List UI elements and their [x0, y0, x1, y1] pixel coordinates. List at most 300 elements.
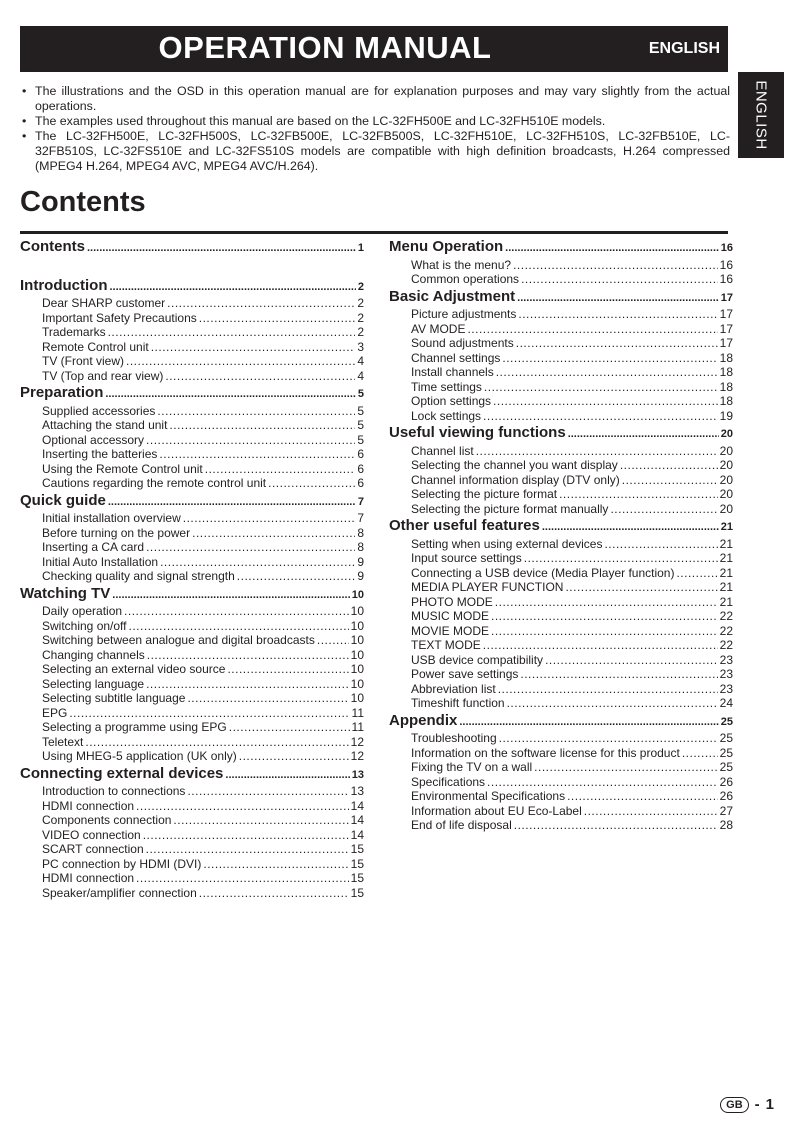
- manual-title: OPERATION MANUAL: [158, 30, 492, 65]
- toc-entry-page: 18: [719, 350, 733, 365]
- toc-entry[interactable]: [389, 307, 733, 322]
- toc-entry[interactable]: [389, 322, 733, 337]
- toc-entry-title: Cautions regarding the remote control unit: [42, 476, 267, 490]
- toc-entry[interactable]: [389, 789, 733, 804]
- toc-entry-title: Using the Remote Control unit: [42, 461, 203, 476]
- toc-entry-title: What is the menu?: [411, 257, 512, 272]
- dot-leader: [517, 290, 719, 308]
- toc-section-page: 13: [351, 768, 364, 781]
- toc-entry-title: Important Safety Precautions: [42, 310, 197, 325]
- toc-entry[interactable]: [389, 394, 733, 409]
- toc-section-page: 21: [720, 521, 733, 533]
- toc-entry-title: Picture adjustments: [411, 307, 517, 321]
- dot-leader: [159, 447, 355, 462]
- toc-entry-page: 14: [350, 813, 364, 827]
- toc-entry-page: 15: [350, 885, 364, 900]
- toc-entry-title: Initial Auto Installation: [42, 554, 159, 569]
- toc-entry-title: Abbreviation list: [411, 681, 496, 696]
- toc-section[interactable]: [20, 492, 364, 512]
- dot-leader: [524, 551, 718, 566]
- toc-entry-title: Selecting a programme using EPG: [42, 720, 227, 734]
- toc-section[interactable]: [20, 765, 364, 785]
- toc-entry[interactable]: [20, 325, 364, 340]
- toc-entry[interactable]: [389, 258, 733, 273]
- toc-entry[interactable]: [20, 526, 364, 541]
- toc-entry[interactable]: [389, 487, 733, 502]
- toc-entry-page: 23: [719, 667, 733, 681]
- toc-entry[interactable]: [389, 580, 733, 595]
- note-item: • The illustrations and the OSD in this operation manual are for explanation purposes and may vary slightly from the actual operations.: [20, 84, 730, 114]
- dot-leader: [105, 386, 356, 404]
- dot-leader: [143, 828, 349, 843]
- dot-leader: [187, 691, 348, 706]
- toc-entry[interactable]: [389, 731, 733, 746]
- toc-entry-title: PHOTO MODE: [411, 594, 493, 609]
- toc-entry[interactable]: [389, 746, 733, 761]
- toc-entry[interactable]: [20, 648, 364, 663]
- toc-entry-title: Troubleshooting: [411, 731, 497, 745]
- toc-section-page: 10: [351, 588, 364, 601]
- toc-entry-title: HDMI connection: [42, 798, 135, 813]
- dot-leader: [136, 799, 349, 814]
- toc-entry-title: Channel settings: [411, 350, 501, 365]
- toc-entry-page: 5: [357, 432, 364, 447]
- toc-entry-page: 20: [719, 501, 733, 516]
- manual-header: [20, 26, 728, 72]
- toc-entry-page: 10: [350, 647, 364, 662]
- dot-leader: [173, 813, 348, 828]
- toc-entry[interactable]: [20, 799, 364, 814]
- toc-entry-page: 21: [719, 551, 733, 565]
- toc-entry-page: 10: [350, 618, 364, 633]
- toc-section-title: Quick guide: [20, 491, 106, 509]
- toc-entry-page: 20: [719, 443, 733, 458]
- note-item: • The examples used throughout this manual are based on the LC-32FH500E and LC-32FH510E models.: [20, 114, 730, 129]
- toc-entry[interactable]: [20, 886, 364, 901]
- dot-leader: [69, 706, 349, 721]
- toc-entry-title: Speaker/amplifier connection: [42, 885, 197, 900]
- toc-entry-title: Attaching the stand unit: [42, 418, 168, 432]
- toc-entry[interactable]: [389, 409, 733, 424]
- toc-entry-title: Components connection: [42, 813, 172, 827]
- toc-entry-title: Supplied accessories: [42, 403, 156, 418]
- dot-leader: [521, 272, 718, 287]
- toc-entry[interactable]: [389, 351, 733, 366]
- toc-entry-page: 18: [719, 379, 733, 394]
- toc-entry[interactable]: [389, 818, 733, 833]
- toc-entry[interactable]: [389, 624, 733, 639]
- toc-section-title: Contents: [20, 238, 85, 255]
- toc-section-page: 20: [720, 428, 733, 440]
- toc-entry-page: 20: [719, 472, 733, 487]
- toc-section-title: Appendix: [389, 711, 458, 729]
- dot-leader: [237, 569, 356, 584]
- dot-leader: [513, 258, 718, 273]
- dot-leader: [534, 760, 717, 775]
- toc-entry-page: 4: [357, 354, 364, 368]
- toc-entry[interactable]: [20, 677, 364, 692]
- dot-leader: [227, 662, 348, 677]
- toc-entry[interactable]: [389, 458, 733, 473]
- toc-entry-title: Selecting an external video source: [42, 662, 226, 676]
- dot-leader: [567, 789, 718, 804]
- toc-entry[interactable]: [20, 784, 364, 799]
- toc-entry-page: 27: [719, 803, 733, 818]
- toc-entry-page: 10: [350, 676, 364, 691]
- dot-leader: [136, 871, 349, 886]
- dot-leader: [459, 714, 718, 732]
- toc-entry-title: Fixing the TV on a wall: [411, 760, 533, 774]
- toc-section-page: 17: [720, 291, 733, 304]
- toc-entry-page: 25: [719, 731, 733, 745]
- toc-entry-page: 12: [350, 749, 364, 763]
- toc-entry-title: Lock settings: [411, 408, 482, 423]
- toc-entry[interactable]: [20, 735, 364, 750]
- dot-leader: [516, 336, 718, 351]
- toc-entry[interactable]: [20, 706, 364, 721]
- language-side-tab: [738, 72, 784, 158]
- dot-leader: [146, 540, 355, 555]
- header-language: ENGLISH: [648, 40, 720, 57]
- toc-entry-page: 14: [350, 798, 364, 813]
- toc-section-title: Other useful features: [389, 517, 540, 534]
- toc-entry[interactable]: [389, 804, 733, 819]
- dot-leader: [604, 537, 717, 552]
- toc-entry-page: 15: [350, 856, 364, 871]
- toc-section[interactable]: [20, 238, 364, 258]
- toc-entry-title: EPG: [42, 705, 68, 720]
- dot-leader: [496, 365, 718, 380]
- toc-entry-page: 25: [719, 760, 733, 774]
- toc-section-title: Basic Adjustment: [389, 287, 516, 305]
- toc-entry-title: PC connection by HDMI (DVI): [42, 856, 202, 871]
- toc-entry[interactable]: [389, 473, 733, 488]
- toc-entry-title: Setting when using external devices: [411, 536, 603, 551]
- toc-entry[interactable]: [20, 418, 364, 433]
- toc-section-title: Watching TV: [20, 584, 111, 602]
- note-item: • The LC-32FH500E, LC-32FH500S, LC-32FB500E, LC-32FB500S, LC-32FH510E, LC-32FH510S, LC-32FB510E, LC-32FB510S, LC-32FS510E and LC-32FS510S models are compatible with high definition broadcasts, H.264 compressed (MPEG4 H.264, MPEG4 AVC, MPEG4 AVC/H.264).: [20, 129, 730, 174]
- toc-entry-title: TV (Top and rear view): [42, 368, 164, 383]
- dot-leader: [568, 426, 719, 444]
- toc-entry-page: 6: [357, 461, 364, 476]
- toc-entry-page: 4: [357, 368, 364, 383]
- page-footer: [720, 1096, 774, 1113]
- dot-leader: [559, 487, 718, 502]
- toc-section-page: 2: [357, 280, 364, 293]
- dot-leader: [268, 476, 355, 491]
- toc-entry-title: MUSIC MODE: [411, 609, 489, 623]
- toc-entry[interactable]: [20, 604, 364, 619]
- toc-entry-page: 22: [719, 623, 733, 638]
- toc-entry-title: Channel list: [411, 443, 474, 458]
- dot-leader: [112, 587, 349, 605]
- toc-entry-page: 5: [357, 403, 364, 418]
- toc-entry[interactable]: [20, 871, 364, 886]
- toc-entry-page: 16: [719, 272, 733, 286]
- toc-entry-title: Inserting a CA card: [42, 540, 145, 554]
- toc-entry-title: Install channels: [411, 365, 494, 379]
- toc-entry-title: Switching on/off: [42, 618, 127, 633]
- toc-entry-title: Selecting subtitle language: [42, 691, 186, 705]
- toc-entry-title: TEXT MODE: [411, 638, 481, 652]
- toc-entry-page: 11: [351, 705, 364, 720]
- toc-entry[interactable]: [20, 749, 364, 764]
- toc-entry-title: Timeshift function: [411, 696, 505, 710]
- dot-leader: [493, 394, 718, 409]
- dot-leader: [498, 682, 718, 697]
- toc-entry-page: 24: [719, 696, 733, 710]
- toc-entry-title: Time settings: [411, 379, 482, 394]
- toc-entry-page: 21: [719, 580, 733, 594]
- toc-section-title: Preparation: [20, 384, 104, 401]
- toc-section[interactable]: [389, 712, 733, 732]
- toc-entry[interactable]: [389, 760, 733, 775]
- toc-entry-title: Teletext: [42, 734, 84, 749]
- dot-leader: [147, 648, 349, 663]
- dot-leader: [487, 775, 718, 790]
- toc-entry-page: 7: [357, 511, 364, 525]
- dot-leader: [129, 619, 349, 634]
- dot-leader: [483, 638, 718, 653]
- toc-entry-page: 9: [357, 554, 364, 569]
- toc-entry[interactable]: [20, 555, 364, 570]
- toc-entry[interactable]: [20, 354, 364, 369]
- dot-leader: [146, 433, 355, 448]
- toc-entry[interactable]: [389, 444, 733, 459]
- toc-entry[interactable]: [389, 380, 733, 395]
- toc-entry[interactable]: [20, 433, 364, 448]
- toc-entry[interactable]: [389, 537, 733, 552]
- toc-entry-page: 17: [719, 307, 733, 321]
- toc-entry-title: Trademarks: [42, 325, 106, 339]
- toc-entry-page: 5: [357, 418, 364, 432]
- toc-entry-title: End of life disposal: [411, 818, 512, 832]
- dot-leader: [317, 633, 349, 648]
- toc-entry[interactable]: [389, 595, 733, 610]
- toc-entry[interactable]: [389, 336, 733, 351]
- dot-leader: [520, 667, 717, 682]
- toc-entry[interactable]: [20, 857, 364, 872]
- toc-entry-title: Channel information display (DTV only): [411, 472, 620, 487]
- toc-entry-title: Initial installation overview: [42, 511, 181, 525]
- toc-entry-page: 3: [357, 339, 364, 354]
- toc-entry[interactable]: [20, 404, 364, 419]
- dot-leader: [610, 502, 717, 517]
- dot-leader: [199, 886, 349, 901]
- dot-leader: [183, 511, 356, 526]
- toc-entry[interactable]: [20, 447, 364, 462]
- toc-entry-page: 20: [719, 458, 733, 472]
- toc-entry[interactable]: [20, 462, 364, 477]
- dot-leader: [167, 296, 355, 311]
- toc-entry-title: Selecting the picture format: [411, 487, 558, 501]
- toc-entry-title: HDMI connection: [42, 871, 135, 885]
- toc-entry-title: Selecting the picture format manually: [411, 501, 609, 516]
- dot-leader: [146, 842, 349, 857]
- dot-leader: [146, 677, 349, 692]
- toc-entry[interactable]: [20, 540, 364, 555]
- toc-entry[interactable]: [389, 502, 733, 517]
- toc-entry-title: Changing channels: [42, 647, 145, 662]
- toc-entry[interactable]: [389, 696, 733, 711]
- toc-entry[interactable]: [20, 842, 364, 857]
- toc-entry[interactable]: [20, 619, 364, 634]
- toc-section-title: Useful viewing functions: [389, 424, 566, 441]
- toc-entry-page: 6: [357, 476, 364, 490]
- dot-leader: [126, 354, 355, 369]
- dot-leader: [545, 653, 718, 668]
- toc-section-page: 1: [357, 242, 364, 254]
- toc-section[interactable]: [20, 277, 364, 297]
- toc-entry-title: USB device compatibility: [411, 652, 544, 667]
- dot-leader: [476, 444, 718, 459]
- toc-entry-title: TV (Front view): [42, 354, 125, 368]
- toc-section[interactable]: [389, 238, 733, 258]
- toc-entry[interactable]: [389, 682, 733, 697]
- dot-leader: [108, 325, 356, 340]
- toc-entry-page: 16: [719, 257, 733, 272]
- toc-entry[interactable]: [20, 511, 364, 526]
- toc-entry-page: 25: [719, 745, 733, 760]
- toc-entry-title: Before turning on the power: [42, 525, 191, 540]
- toc-entry-title: VIDEO connection: [42, 827, 141, 842]
- toc-entry[interactable]: [20, 828, 364, 843]
- toc-section-title: Menu Operation: [389, 238, 504, 255]
- toc-entry-page: 11: [351, 720, 364, 734]
- toc-entry-page: 10: [350, 633, 364, 647]
- toc-entry-page: 18: [719, 394, 733, 408]
- toc-entry[interactable]: [389, 667, 733, 682]
- toc-entry-page: 21: [719, 594, 733, 609]
- toc-entry[interactable]: [20, 296, 364, 311]
- toc-left-column: [20, 237, 364, 900]
- toc-entry-title: SCART connection: [42, 842, 144, 856]
- dot-leader: [187, 784, 348, 799]
- toc-entry[interactable]: [389, 566, 733, 581]
- dot-leader: [199, 311, 356, 326]
- dot-leader: [203, 857, 348, 872]
- toc-entry-title: Daily operation: [42, 604, 123, 618]
- toc-entry-title: Information on the software license for this product: [411, 745, 680, 760]
- toc-entry-title: Dear SHARP customer: [42, 296, 166, 310]
- toc-entry[interactable]: [389, 365, 733, 380]
- toc-entry-page: 23: [719, 652, 733, 667]
- dot-leader: [169, 418, 355, 433]
- toc-entry-title: AV MODE: [411, 321, 466, 336]
- toc-entry[interactable]: [20, 813, 364, 828]
- toc-entry-page: 10: [350, 662, 364, 676]
- toc-entry-page: 22: [719, 609, 733, 623]
- toc-entry[interactable]: [20, 369, 364, 384]
- toc-entry-page: 21: [719, 536, 733, 551]
- toc-section-title: Introduction: [20, 276, 108, 294]
- toc-entry-title: MEDIA PLAYER FUNCTION: [411, 580, 564, 594]
- dot-leader: [225, 767, 349, 785]
- toc-section[interactable]: [389, 517, 733, 537]
- toc-entry[interactable]: [389, 638, 733, 653]
- dot-leader: [151, 340, 356, 355]
- toc-entry-page: 8: [357, 525, 364, 540]
- section-gap: [20, 258, 364, 276]
- toc-entry-page: 26: [719, 774, 733, 789]
- toc-entry-page: 19: [719, 408, 733, 423]
- dot-leader: [109, 279, 355, 297]
- dot-leader: [507, 696, 718, 711]
- toc-section[interactable]: [20, 585, 364, 605]
- toc-entry-page: 26: [719, 789, 733, 803]
- toc-entry-title: Specifications: [411, 774, 486, 789]
- toc-entry[interactable]: [20, 691, 364, 706]
- dot-leader: [124, 604, 349, 619]
- toc-entry[interactable]: [20, 569, 364, 584]
- toc-entry-page: 9: [357, 569, 364, 583]
- dot-leader: [467, 322, 717, 337]
- toc-entry-page: 10: [350, 604, 364, 618]
- toc-entry[interactable]: [389, 609, 733, 624]
- toc-entry-page: 15: [350, 842, 364, 856]
- toc-entry[interactable]: [20, 633, 364, 648]
- toc-right-column: [389, 237, 733, 833]
- toc-entry-title: Information about EU Eco-Label: [411, 803, 582, 818]
- toc-section[interactable]: [389, 288, 733, 308]
- contents-heading: Contents: [20, 186, 146, 218]
- toc-entry[interactable]: [20, 662, 364, 677]
- heading-divider: [20, 231, 728, 234]
- toc-entry[interactable]: [20, 720, 364, 735]
- toc-entry-page: 2: [357, 325, 364, 339]
- toc-entry-page: 13: [350, 784, 364, 798]
- dot-leader: [205, 462, 356, 477]
- toc-entry[interactable]: [389, 551, 733, 566]
- toc-entry-title: Sound adjustments: [411, 336, 514, 350]
- dot-leader: [620, 458, 718, 473]
- toc-entry-page: 28: [719, 818, 733, 832]
- toc-entry-page: 23: [719, 681, 733, 696]
- toc-entry[interactable]: [389, 775, 733, 790]
- dot-leader: [160, 555, 355, 570]
- toc-entry[interactable]: [389, 272, 733, 287]
- dot-leader: [157, 404, 355, 419]
- toc-entry-title: Common operations: [411, 272, 520, 286]
- dot-leader: [165, 369, 355, 384]
- toc-entry-page: 6: [357, 447, 364, 461]
- toc-entry-title: Introduction to connections: [42, 784, 186, 798]
- dot-leader: [484, 380, 718, 395]
- toc-section-page: 7: [357, 495, 364, 508]
- toc-entry-title: Input source settings: [411, 551, 522, 565]
- dot-leader: [682, 746, 718, 761]
- toc-entry[interactable]: [20, 476, 364, 491]
- toc-section[interactable]: [389, 424, 733, 444]
- dot-leader: [502, 351, 717, 366]
- toc-entry-title: Inserting the batteries: [42, 447, 158, 461]
- toc-entry[interactable]: [20, 340, 364, 355]
- toc-entry-title: Using MHEG-5 application (UK only): [42, 749, 237, 763]
- toc-entry-title: Connecting a USB device (Media Player function): [411, 565, 675, 580]
- toc-entry[interactable]: [389, 653, 733, 668]
- dot-leader: [239, 749, 349, 764]
- toc-entry-page: 22: [719, 638, 733, 652]
- dot-leader: [622, 473, 718, 488]
- toc-entry-title: Environmental Specifications: [411, 789, 566, 803]
- dot-leader: [565, 580, 717, 595]
- toc-entry[interactable]: [20, 311, 364, 326]
- toc-entry-page: 14: [350, 827, 364, 842]
- toc-section[interactable]: [20, 384, 364, 404]
- dot-leader: [192, 526, 355, 541]
- toc-entry-page: 18: [719, 365, 733, 379]
- toc-entry-title: Switching between analogue and digital broadcasts: [42, 633, 315, 647]
